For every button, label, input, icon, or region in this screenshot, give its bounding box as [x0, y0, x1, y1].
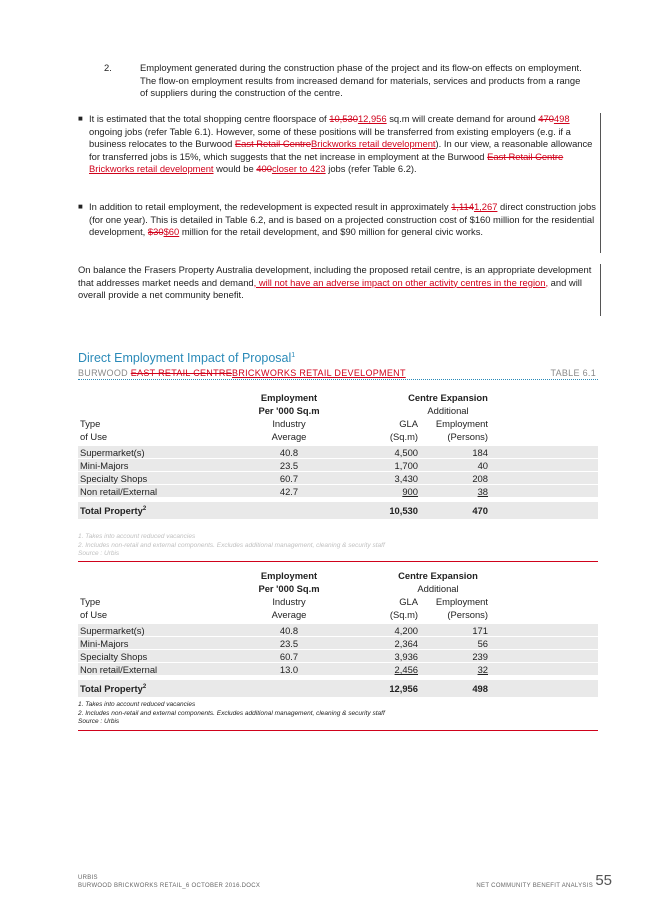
table-row: Non retail/External 42.7 900 38 [78, 485, 598, 498]
bullet-floorspace [78, 113, 598, 176]
numbered-item-2 [104, 62, 584, 100]
footer-left: URBIS BURWOOD BRICKWORKS RETAIL_6 OCTOBER 2016.DOCX [78, 875, 261, 889]
bullet-text: In addition to retail employment, the redevelopment is expected result in approximately 1,1141,267 direct construction jobs (for one year). This is detailed in Table 6.2, and is based on a projected construction cost of $160 million for the residential development, $30$60 million for the retail development, and $90 million for general civic works. [89, 201, 596, 238]
total-row: Total Property$^2$ 10,530 470 [78, 502, 598, 519]
table-row: Non retail/External 13.0 2,456 32 [78, 663, 598, 676]
employment-table-new [78, 569, 598, 697]
table-notes-old: 1. Takes into account reduced vacancies 2. Includes non-retail and external components. Excludes additional management, cleaning & security staff Source : Urbis [78, 533, 385, 558]
header-row: Type Industry GLA Employment [80, 418, 488, 429]
header-row: of Use Average (Sq.m) (Persons) [80, 431, 488, 442]
bullet-icon: ■ [78, 202, 83, 211]
page-number: 55 [595, 872, 612, 889]
bullet-text: It is estimated that the total shopping centre floorspace of 10,53012,956 sq.m will create demand for around 470498 ongoing jobs (refer Table 6.1). However, some of these positions will be transferred from existing employers (e.g. if a business relocates to the Burwood East Retail CentreBrickworks retail development). In our view, a reasonable allowance for transferred jobs is 15%, which suggests that the net increase in employment at the Burwood East Retail Centre Brickworks retail development would be 400closer to 423 jobs (refer Table 6.2). [89, 113, 593, 175]
table-row: Specialty Shops 60.7 3,430 208 [78, 472, 598, 485]
bullet-construction [78, 201, 598, 239]
total-row: Total Property$^2$ 12,956 498 [78, 680, 598, 697]
revision-bar [600, 201, 601, 253]
header-row: Employment Centre Expansion [260, 392, 488, 403]
revision-line [78, 561, 598, 562]
table-row: Supermarket(s) 40.8 4,200 171 [78, 624, 598, 637]
table-row: Specialty Shops 60.7 3,936 239 [78, 650, 598, 663]
table-notes-new: 1. Takes into account reduced vacancies 2. Includes non-retail and external components. Excludes additional management, cleaning & security staff Source : Urbis [78, 701, 385, 726]
revision-line [78, 730, 598, 731]
footer-right: NET COMMUNITY BENEFIT ANALYSIS [476, 883, 593, 889]
item-text: Employment generated during the construction phase of the project and its flow-on effects on employment. The flow-on employment results from increased demand for materials, services and products from a range of suppliers during the construction of the centre. [140, 62, 582, 99]
header-row: of Use Average (Sq.m) (Persons) [80, 609, 488, 620]
balance-paragraph: On balance the Frasers Property Australia development, including the proposed retail centre, is an appropriate development that addresses market needs and demand, will not have an adverse impact on other activity centres in the region, and will overall provide a net community benefit. [78, 264, 592, 301]
table-row: Supermarket(s) 40.8 4,500 184 [78, 446, 598, 459]
header-row: Per '000 Sq.m Additional [258, 405, 469, 416]
table-number: TABLE 6.1 [550, 368, 596, 378]
table-divider [78, 379, 598, 380]
item-number: 2. [104, 62, 112, 73]
header-row: Per '000 Sq.m Additional [258, 583, 459, 594]
revision-bar [600, 264, 601, 316]
revision-bar [600, 113, 601, 201]
employment-table-old [78, 391, 598, 519]
header-row: Type Industry GLA Employment [80, 596, 488, 607]
bullet-icon: ■ [78, 114, 83, 123]
table-row: Mini-Majors 23.5 1,700 40 [78, 459, 598, 472]
table-subtitle: BURWOOD EAST RETAIL CENTREBRICKWORKS RETAIL DEVELOPMENT TABLE 6.1 [78, 368, 596, 378]
table-title: Direct Employment Impact of Proposal$^1$ [78, 351, 296, 365]
table-row: Mini-Majors 23.5 2,364 56 [78, 637, 598, 650]
header-row: Employment Centre Expansion [260, 570, 478, 581]
